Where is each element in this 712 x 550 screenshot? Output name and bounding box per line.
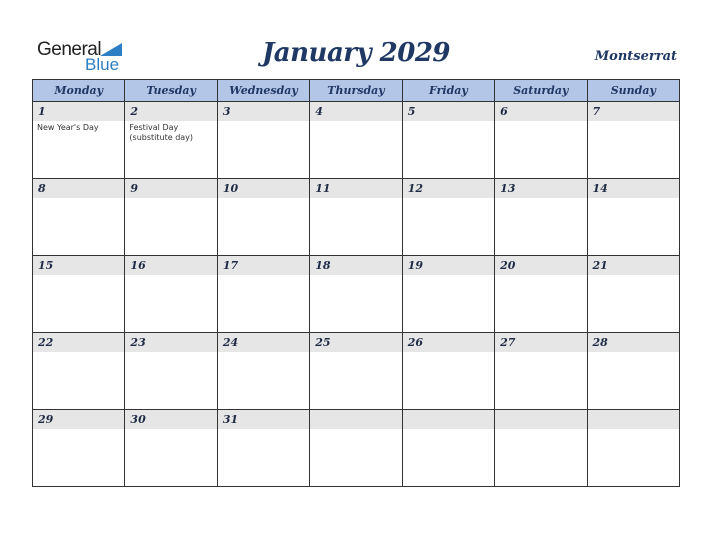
day-number: 27 [495,333,586,352]
logo-general-text: General [37,39,102,60]
day-number: 3 [218,102,309,121]
day-cell-empty [402,410,494,487]
calendar-grid [32,79,680,487]
weekday-header: Wednesday [217,80,309,102]
day-number: 8 [33,179,124,198]
day-number: 16 [125,256,216,275]
day-number: 26 [403,333,494,352]
day-number: 22 [33,333,124,352]
day-cell [402,333,494,410]
day-cell [402,102,494,179]
day-cell [495,256,587,333]
day-cell [587,256,679,333]
day-cell [495,102,587,179]
day-cell [217,102,309,179]
weekday-header: Tuesday [125,80,217,102]
day-number-empty [310,410,401,429]
day-cell [587,333,679,410]
weekday-header: Sunday [587,80,679,102]
day-number: 30 [125,410,216,429]
day-cell [495,333,587,410]
logo-blue-text: Blue [85,55,120,74]
day-cell [33,179,125,256]
day-number: 9 [125,179,216,198]
day-number-empty [495,410,586,429]
day-cell [402,256,494,333]
day-cell [495,179,587,256]
day-cell [125,102,217,179]
holiday-label: New Year's Day [37,123,99,132]
day-number: 17 [218,256,309,275]
day-cell-empty [310,410,402,487]
day-cell [217,256,309,333]
day-cell [125,333,217,410]
day-cell [125,256,217,333]
country-label: Montserrat [594,49,677,64]
week-row [33,102,680,179]
day-cell [310,333,402,410]
day-cell [587,102,679,179]
weekday-header: Friday [402,80,494,102]
week-row [33,179,680,256]
day-cell [33,102,125,179]
day-number: 10 [218,179,309,198]
day-cell [125,179,217,256]
day-number-empty [588,410,679,429]
day-number: 20 [495,256,586,275]
day-number: 15 [33,256,124,275]
day-cell [587,179,679,256]
week-row [33,333,680,410]
day-number: 18 [310,256,401,275]
day-cell-empty [587,410,679,487]
day-number: 24 [218,333,309,352]
day-number-empty [403,410,494,429]
day-cell [217,410,309,487]
day-number: 23 [125,333,216,352]
day-number: 21 [588,256,679,275]
day-number: 13 [495,179,586,198]
day-cell [217,179,309,256]
day-number: 25 [310,333,401,352]
day-number: 4 [310,102,401,121]
day-cell [310,102,402,179]
day-cell [33,410,125,487]
day-cell [402,179,494,256]
day-cell [310,256,402,333]
holiday-label-line: Festival Day [129,123,179,132]
day-cell [33,333,125,410]
week-row [33,410,680,487]
day-cell [310,179,402,256]
day-cell-empty [495,410,587,487]
day-number: 1 [33,102,124,121]
weekday-header-row [33,80,680,102]
week-row [33,256,680,333]
day-number: 2 [125,102,216,121]
day-number: 6 [495,102,586,121]
weekday-header: Saturday [495,80,587,102]
weekday-header: Thursday [310,80,402,102]
day-number: 11 [310,179,401,198]
day-cell [33,256,125,333]
day-number: 5 [403,102,494,121]
day-number: 28 [588,333,679,352]
holiday-label-line: (substitute day) [129,133,194,142]
weekday-header: Monday [33,80,125,102]
calendar-title: January 2029 [261,38,451,68]
day-cell [125,410,217,487]
day-number: 12 [403,179,494,198]
day-number: 7 [588,102,679,121]
day-cell [217,333,309,410]
day-number: 19 [403,256,494,275]
day-number: 29 [33,410,124,429]
holiday-label [125,121,216,143]
day-number: 14 [588,179,679,198]
day-number: 31 [218,410,309,429]
